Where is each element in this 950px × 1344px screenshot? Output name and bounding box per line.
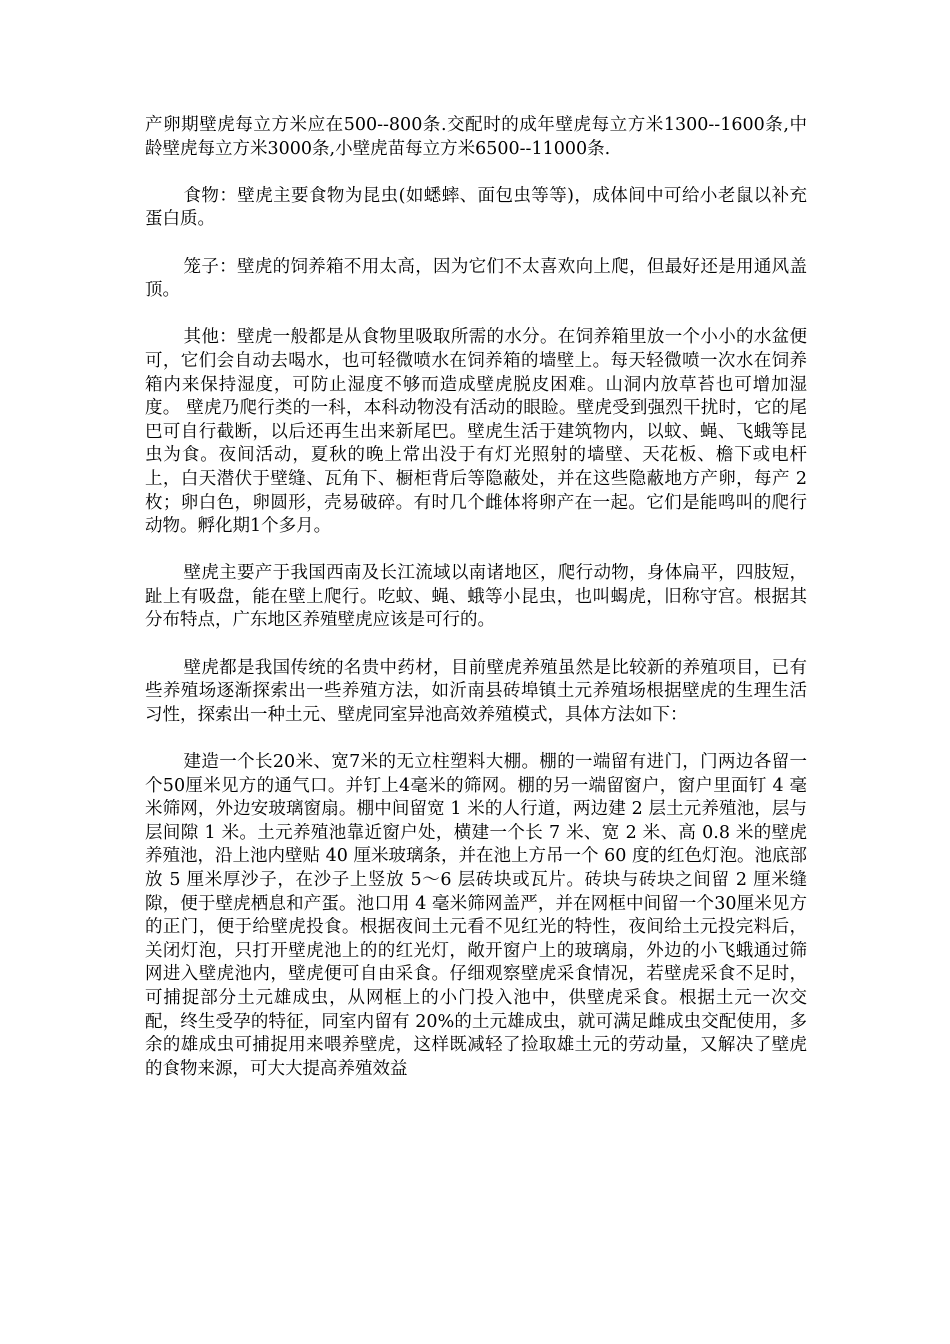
paragraph-distribution: 壁虎主要产于我国西南及长江流域以南诸地区，爬行动物，身体扁平，四肢短，趾上有吸盘，能在壁上爬行。吃蚊、蝇、蛾等小昆虫，也叫蝎虎，旧称守宫。根据其分布特点，广东地区养殖壁虎应该是可行的。 (145, 563, 807, 631)
paragraph-density: 产卵期壁虎每立方米应在500--800条.交配时的成年壁虎每立方米1300--1600条,中龄壁虎每立方米3000条,小壁虎苗每立方米6500--11000条. (145, 115, 807, 159)
paragraph-cage: 笼子：壁虎的饲养箱不用太高，因为它们不太喜欢向上爬，但最好还是用通风盖顶。 (145, 256, 807, 301)
paragraph-food: 食物：壁虎主要食物为昆虫(如蟋蟀、面包虫等等)，成体间中可给小老鼠以补充蛋白质。 (145, 185, 807, 230)
document-body (145, 114, 807, 1081)
paragraph-medicine: 壁虎都是我国传统的名贵中药材，目前壁虎养殖虽然是比较新的养殖项目，已有些养殖场逐渐探索出一些养殖方法，如沂南县砖埠镇土元养殖场根据壁虎的生理生活习性，探索出一种土元、壁虎同室异池高效养殖模式，具体方法如下： (145, 657, 807, 725)
paragraph-method: 建造一个长20米、宽7米的无立柱塑料大棚。棚的一端留有进门，门两边各留一个50厘米见方的通气口。并钉上4毫米的筛网。棚的另一端留窗户，窗户里面钉 4 毫米筛网，外边安玻璃窗扇。棚中间留宽 1 米的人行道，两边建 2 层土元养殖池，层与层间隙 1 米。土元养殖池靠近窗户处，横建一个长 7 米、宽 2 米、高 0.8 米的壁虎养殖池，沿上池内壁贴 40 厘米玻璃条，并在池上方吊一个 60 度的红色灯泡。池底部放 5 厘米厚沙子，在沙子上竖放 5～6 层砖块或瓦片。砖块与砖块之间留 2 厘米缝隙，便于壁虎栖息和产蛋。池口用 4 毫米筛网盖严，并在网框中间留一个30厘米见方的正门，便于给壁虎投食。根据夜间土元看不见红光的特性，夜间给土元投完料后，关闭灯泡，只打开壁虎池上的的红光灯，敞开窗户上的玻璃扇，外边的小飞蛾通过筛网进入壁虎池内，壁虎便可自由采食。仔细观察壁虎采食情况，若壁虎采食不足时，可捕捉部分土元雄成虫，从网框上的小门投入池中，供壁虎采食。根据土元一次交配，终生受孕的特征，同室内留有 20%的土元雄成虫，就可满足雌成虫交配使用，多余的雄成虫可捕捉用来喂养壁虎，这样既减轻了捡取雄土元的劳动量，又解决了壁虎的食物来源，可大大提高养殖效益 (145, 752, 807, 1079)
paragraph-other: 其他：壁虎一般都是从食物里吸取所需的水分。在饲养箱里放一个小小的水盆便可，它们会自动去喝水，也可轻微喷水在饲养箱的墙壁上。每天轻微喷一次水在饲养箱内来保持湿度，可防止湿度不够而造成壁虎脱皮困难。山洞内放草苔也可增加湿度。 壁虎乃爬行类的一科，本科动物没有活动的眼睑。壁虎受到强烈干扰时，它的尾巴可自行截断，以后还再生出来新尾巴。壁虎生活于建筑物内，以蚊、蝇、飞蛾等昆虫为食。夜间活动，夏秋的晚上常出没于有灯光照射的墙壁、天花板、檐下或电杆上，白天潜伏于壁缝、瓦角下、橱柜背后等隐蔽处，并在这些隐蔽地方产卵，每产 2 枚；卵白色，卵圆形，壳易破碎。有时几个雌体将卵产在一起。它们是能鸣叫的爬行动物。孵化期1个多月。 (145, 327, 807, 537)
